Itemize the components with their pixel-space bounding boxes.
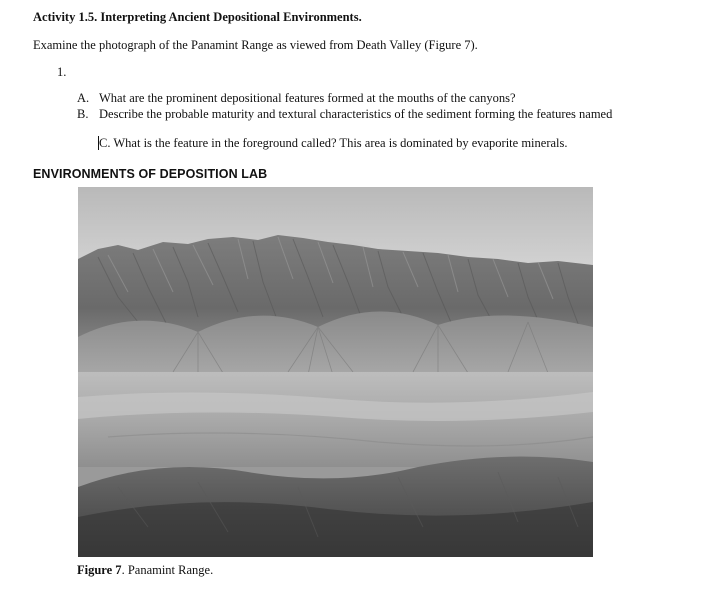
figure-label: Figure 7 [77, 563, 122, 577]
subquestion-c[interactable] [98, 136, 568, 151]
panamint-range-photo [78, 187, 593, 557]
subquestion-b-letter: B. [77, 107, 89, 121]
subquestion-a-text: What are the prominent depositional features formed at the mouths of the canyons? [99, 91, 516, 105]
section-heading: ENVIRONMENTS OF DEPOSITION LAB [33, 167, 268, 181]
intro-text: Examine the photograph of the Panamint Range as viewed from Death Valley (Figure 7). [33, 38, 478, 52]
figure-caption-text: . Panamint Range. [121, 563, 214, 577]
subquestion-c-letter: C. [99, 136, 111, 150]
subquestion-c-text: What is the feature in the foreground called? This area is dominated by evaporite minerals. [113, 136, 568, 150]
subquestion-a-letter: A. [77, 91, 90, 105]
subquestion-b-text: Describe the probable maturity and textural characteristics of the sediment forming the features named [99, 107, 613, 121]
subquestion-b [77, 107, 612, 122]
activity-title: Activity 1.5. Interpreting Ancient Depositional Environments. [33, 10, 362, 24]
figure-caption [77, 563, 213, 578]
question-number: 1. [57, 65, 67, 79]
subquestion-a [77, 91, 516, 106]
